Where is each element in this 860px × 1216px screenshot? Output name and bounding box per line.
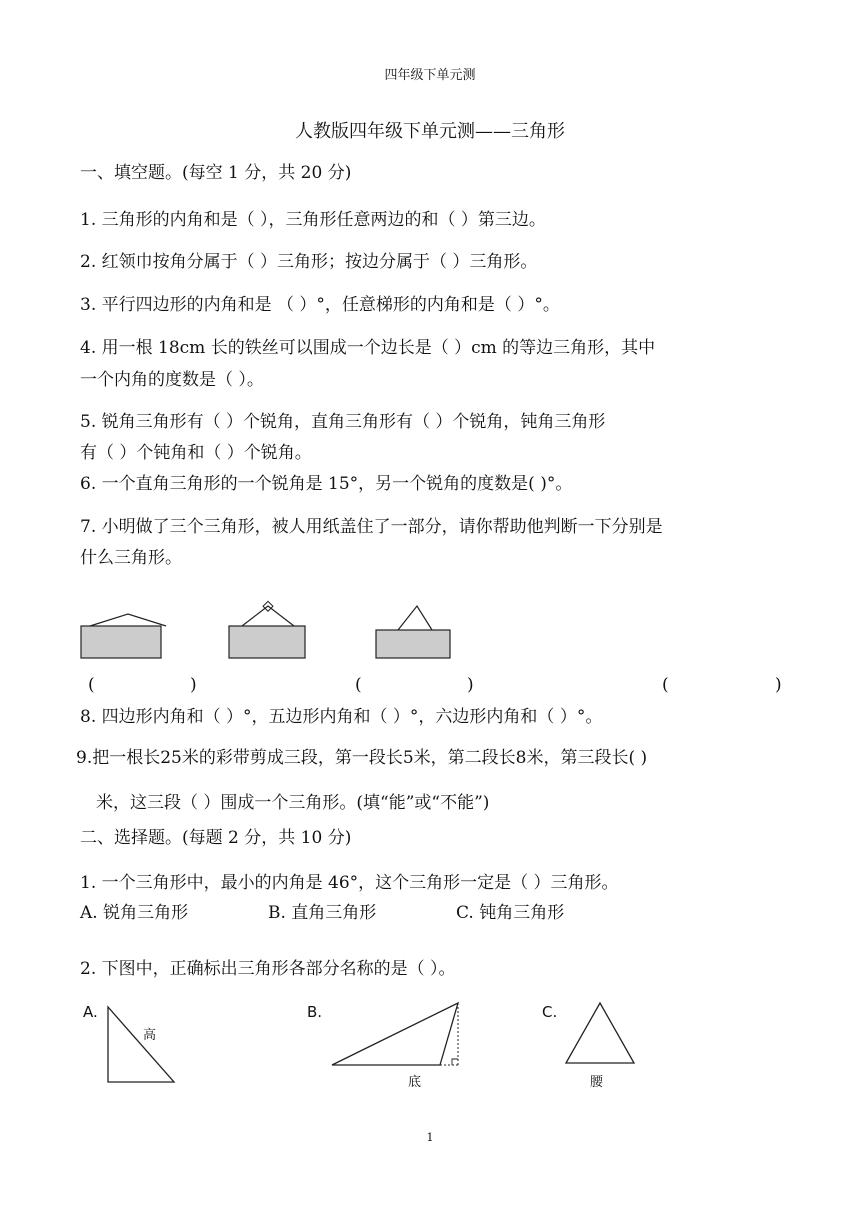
answer-3-open: ( — [662, 675, 669, 695]
covered-triangle-3-tip — [398, 606, 432, 630]
question-1-5-line2: 有（ ）个钝角和（ ）个锐角。 — [80, 443, 312, 463]
question-2-2: 2. 下图中，正确标出三角形各部分名称的是（ ）。 — [80, 959, 456, 979]
question-1-5-line1: 5. 锐角三角形有（ ）个锐角，直角三角形有（ ）个锐角，钝角三角形 — [80, 412, 606, 432]
answer-2-close: ) — [467, 675, 474, 695]
figure-b-letter: B. — [307, 1003, 323, 1021]
question-1-9-line2: 米，这三段（ ）围成一个三角形。(填“能”或“不能”) — [96, 793, 490, 813]
question-1-4-line1: 4. 用一根 18cm 长的铁丝可以围成一个边长是（ ）cm 的等边三角形，其中 — [80, 338, 656, 358]
option-a: A. 锐角三角形 — [80, 903, 189, 923]
labeled-triangles-figure — [0, 995, 860, 1095]
option-b: B. 直角三角形 — [268, 903, 377, 923]
paper-cover-2 — [229, 626, 305, 658]
answer-3-close: ) — [775, 675, 782, 695]
covered-triangle-2-tip — [242, 606, 294, 626]
question-1-8: 8. 四边形内角和（ ）°，五边形内角和（ ）°，六边形内角和（ ）°。 — [80, 707, 603, 727]
figure-a-note: 高 — [143, 1028, 157, 1043]
triangle-a — [108, 1007, 174, 1082]
triangle-b-right-angle-mark — [452, 1059, 458, 1065]
section2-heading: 二、选择题。(每题 2 分，共 10 分) — [80, 828, 352, 848]
page-title: 人教版四年级下单元测——三角形 — [295, 121, 565, 142]
covered-triangle-1-tip — [90, 614, 166, 626]
answer-1-open: ( — [88, 675, 95, 695]
figure-b-note: 底 — [408, 1075, 422, 1090]
section1-heading: 一、填空题。(每空 1 分，共 20 分) — [80, 163, 352, 183]
answer-2-open: ( — [355, 675, 362, 695]
question-1-3: 3. 平行四边形的内角和是 （ ）°，任意梯形的内角和是（ ）°。 — [80, 295, 560, 315]
question-1-7-line1: 7. 小明做了三个三角形，被人用纸盖住了一部分，请你帮助他判断一下分别是 — [80, 517, 663, 537]
triangle-c — [566, 1003, 634, 1063]
question-2-1: 1. 一个三角形中，最小的内角是 46°，这个三角形一定是（ ）三角形。 — [80, 873, 619, 893]
question-1-7-line2: 什么三角形。 — [80, 548, 182, 568]
covered-triangles-figure — [0, 598, 860, 678]
question-1-1: 1. 三角形的内角和是（ ），三角形任意两边的和（ ）第三边。 — [80, 210, 546, 230]
page-number: 1 — [426, 1131, 434, 1144]
figure-a-letter: A. — [83, 1003, 98, 1021]
question-1-2: 2. 红领巾按角分属于（ ）三角形；按边分属于（ ）三角形。 — [80, 252, 538, 272]
question-1-6: 6. 一个直角三角形的一个锐角是 15°，另一个锐角的度数是( )°。 — [80, 474, 573, 494]
answer-1-close: ) — [190, 675, 197, 695]
figure-c-note: 腰 — [590, 1075, 604, 1090]
page-header: 四年级下单元测 — [384, 68, 476, 83]
question-1-9-line1: 9.把一根长25米的彩带剪成三段，第一段长5米，第二段长8米，第三段长( ) — [76, 748, 648, 768]
figure-c-letter: C. — [542, 1003, 558, 1021]
question-1-4-line2: 一个内角的度数是（ ）。 — [80, 370, 264, 390]
paper-cover-1 — [81, 626, 161, 658]
paper-cover-3 — [376, 630, 450, 658]
option-c: C. 钝角三角形 — [456, 903, 565, 923]
triangle-b — [332, 1003, 458, 1065]
